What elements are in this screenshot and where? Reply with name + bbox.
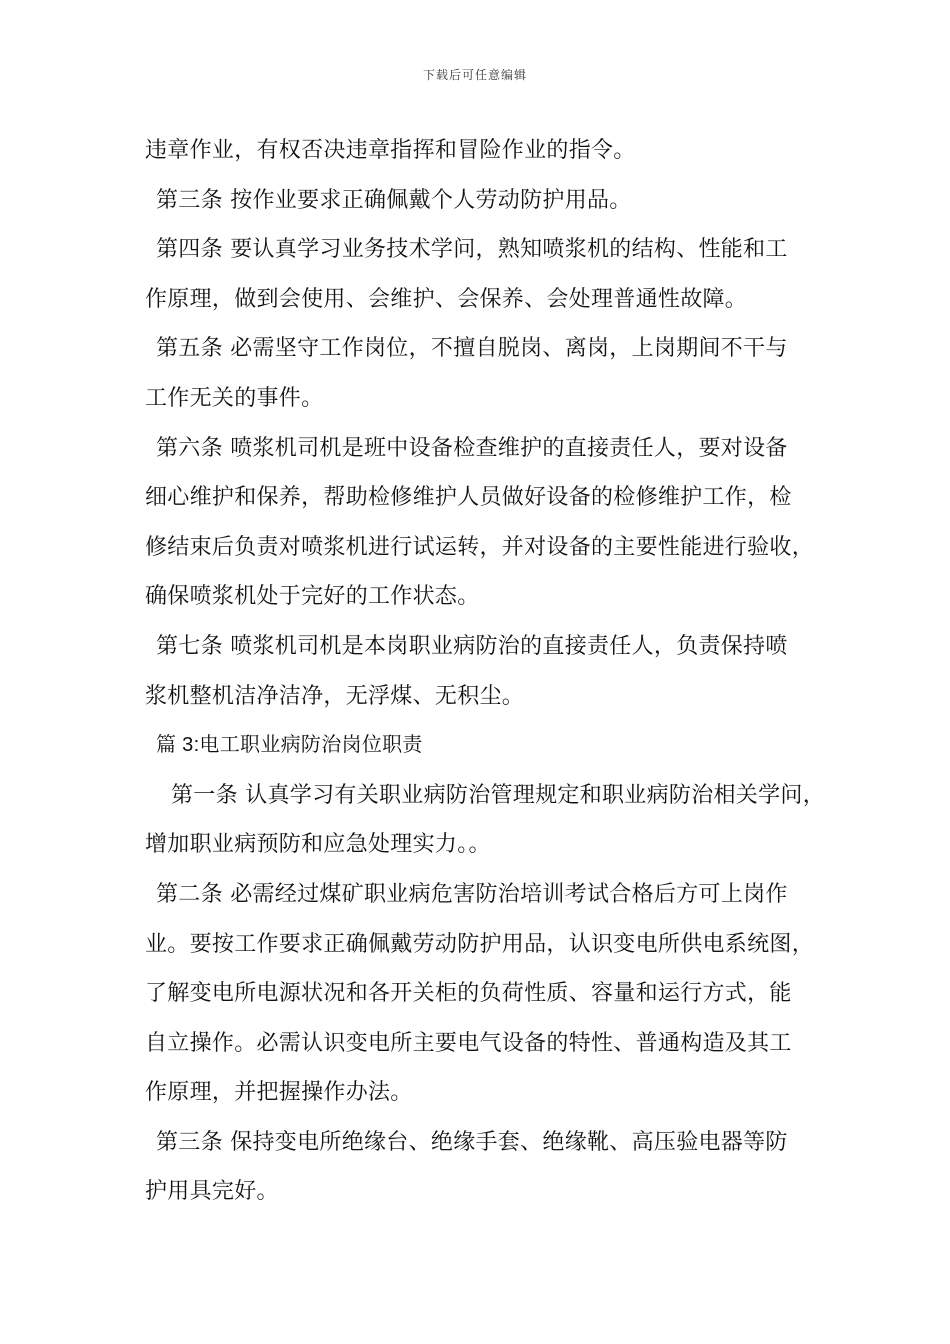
text-line: 细心维护和保养，帮助检修维护人员做好设备的检修维护工作，检 bbox=[145, 485, 792, 511]
text-line: 第七条 喷浆机司机是本岗职业病防治的直接责任人，负责保持喷 bbox=[156, 633, 788, 659]
text-line: 第三条 保持变电所绝缘台、绝缘手套、绝缘靴、高压验电器等防 bbox=[156, 1129, 788, 1155]
text-line: 增加职业病预防和应急处理实力。。 bbox=[145, 832, 491, 858]
text-line: 自立操作。必需认识变电所主要电气设备的特性、普通构造及其工 bbox=[145, 1030, 792, 1056]
text-line: 业。要按工作要求正确佩戴劳动防护用品，认识变电所供电系统图， bbox=[145, 931, 815, 957]
text-line: 第五条 必需坚守工作岗位，不擅自脱岗、离岗，上岗期间不干与 bbox=[156, 336, 788, 362]
section-heading: 篇 3:电工职业病防治岗位职责 bbox=[156, 734, 423, 757]
text-line: 第一条 认真学习有关职业病防治管理规定和职业病防治相关学问， bbox=[171, 782, 825, 808]
text-line: 第四条 要认真学习业务技术学问，熟知喷浆机的结构、性能和工 bbox=[156, 237, 788, 263]
text-line: 了解变电所电源状况和各开关柜的负荷性质、容量和运行方式，能 bbox=[145, 981, 792, 1007]
text-line: 护用具完好。 bbox=[145, 1179, 279, 1205]
text-line: 修结束后负责对喷浆机进行试运转，并对设备的主要性能进行验收， bbox=[145, 534, 815, 560]
text-line: 第二条 必需经过煤矿职业病危害防治培训考试合格后方可上岗作 bbox=[156, 881, 788, 907]
text-line: 确保喷浆机处于完好的工作状态。 bbox=[145, 584, 480, 610]
text-line: 违章作业，有权否决违章指挥和冒险作业的指令。 bbox=[145, 138, 636, 163]
text-line: 工作无关的事件。 bbox=[145, 385, 324, 411]
text-line: 第六条 喷浆机司机是班中设备检查维护的直接责任人，要对设备 bbox=[156, 435, 788, 461]
text-line: 第三条 按作业要求正确佩戴个人劳动防护用品。 bbox=[156, 187, 632, 213]
text-line: 作原理，做到会使用、会维护、会保养、会处理普通性故障。 bbox=[145, 286, 748, 312]
text-line: 浆机整机洁净洁净，无浮煤、无积尘。 bbox=[145, 683, 525, 709]
page-header: 下载后可任意编辑 bbox=[422, 68, 527, 82]
document-body bbox=[145, 126, 825, 1217]
text-line: 作原理，并把握操作办法。 bbox=[145, 1080, 413, 1106]
